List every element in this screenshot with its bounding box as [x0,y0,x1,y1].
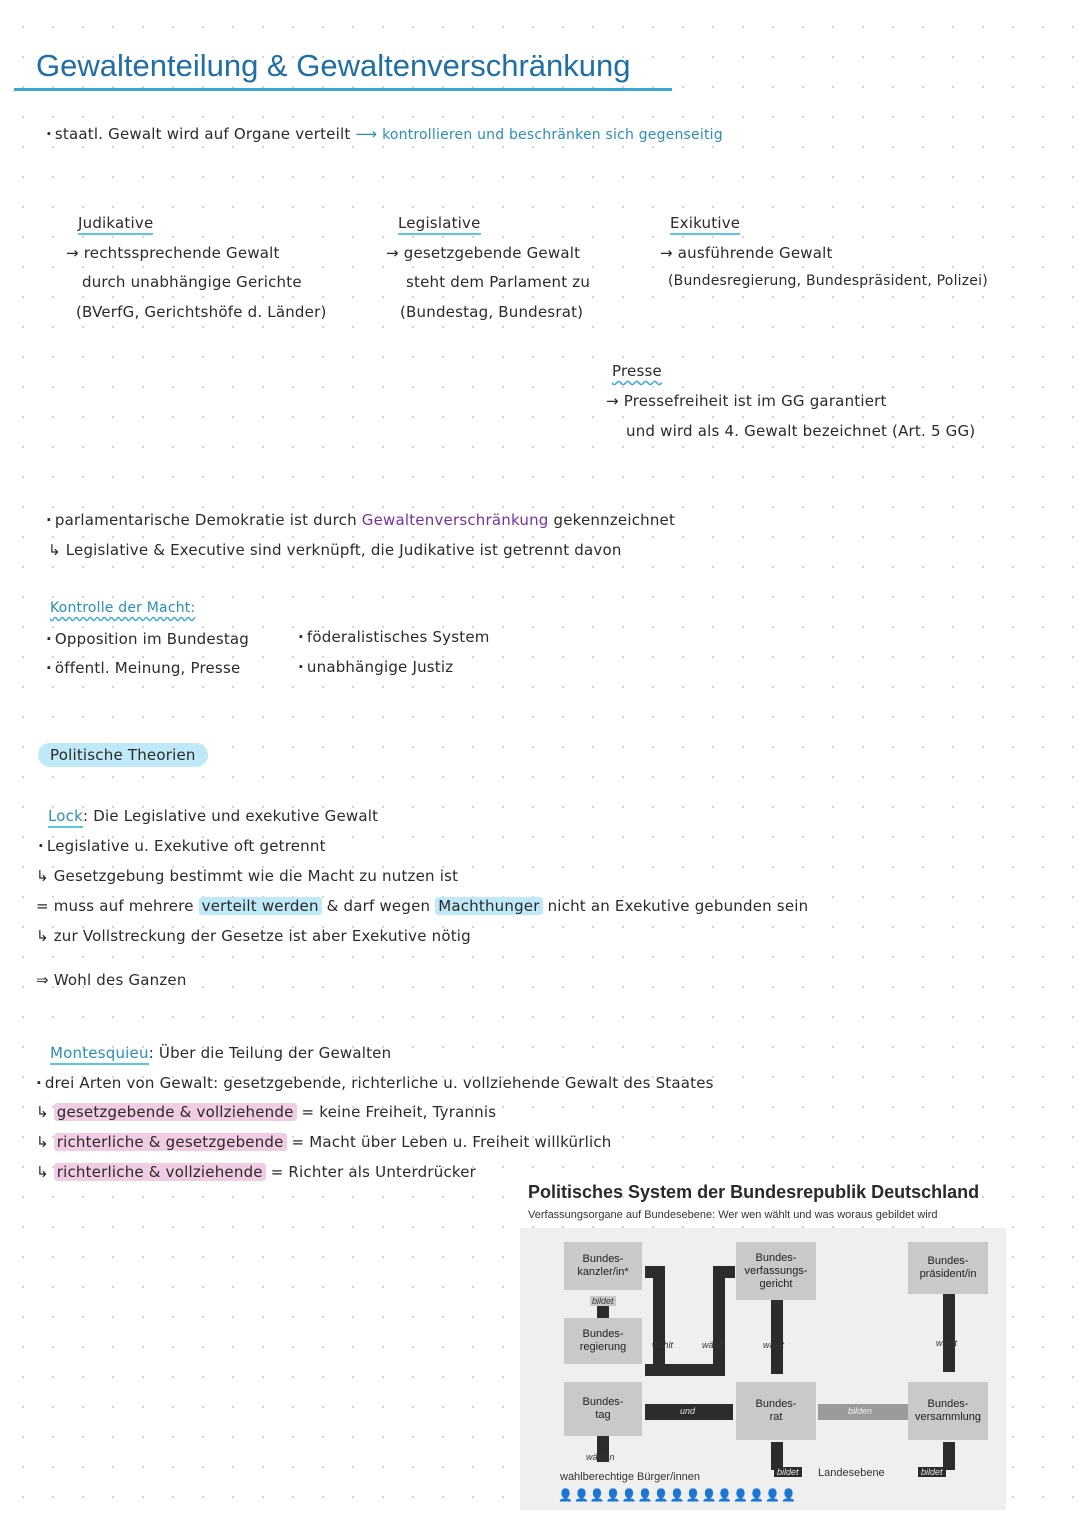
demokratie-line2: ↳ Legislative & Executive sind verknüpft, die Judikative ist getrennt davon [48,541,622,559]
legislative-line1: → gesetzgebende Gewalt [386,244,581,262]
gewaltenverschraenkung-term: Gewaltenverschränkung [361,511,549,529]
label-buerger: wahlberechtige Bürger/innen [560,1471,701,1483]
kontrolle-item: · öffentl. Meinung, Presse [46,659,241,677]
locke-conclusion: ⇒ Wohl des Ganzen [36,971,187,989]
locke-line4: ↳ zur Vollstreckung der Gesetze ist aber Exekutive nötig [36,927,471,945]
box-bundestag: Bundes- tag [564,1382,642,1436]
box-bundeskanzler: Bundes- kanzler/in* [564,1242,642,1290]
intro-text: staatl. Gewalt wird auf Organe verteilt [54,125,351,143]
arrow-praesident-up [943,1294,955,1372]
legislative-line2: steht dem Parlament zu [406,273,591,291]
label-waehlt: wählt [763,1340,785,1350]
label-waehlt: wählt [936,1338,958,1348]
montesquieu-line1: · drei Arten von Gewalt: gesetzgebende, richterliche u. vollziehende Gewalt des Staates [36,1074,714,1092]
locke-line1: · Legislative u. Exekutive oft getrennt [38,837,326,855]
legislative-line3: (Bundestag, Bundesrat) [400,303,584,321]
montesquieu-row: ↳ richterliche & vollziehende = Richter als Unterdrücker [36,1163,477,1181]
citizens-icon: 👤👤👤👤👤👤👤👤👤👤👤👤👤👤👤 [558,1488,798,1502]
label-waehlt: wählt [652,1340,674,1350]
label-waehlen: wählen [586,1452,615,1462]
kontrolle-item: · föderalistisches System [298,628,490,646]
kontrolle-item: · Opposition im Bundestag [46,630,250,648]
locke-line2: ↳ Gesetzgebung bestimmt wie die Macht zu nutzen ist [36,867,459,885]
political-system-diagram [518,1182,1008,1512]
box-bundesverfassungsgericht: Bundes- verfassungs- gericht [736,1242,816,1300]
theorien-label: Politische Theorien [38,746,208,764]
exekutive-line1: → ausführende Gewalt [660,244,833,262]
exekutive-heading: Exikutive [670,214,740,232]
label-bildet: bildet [774,1467,802,1477]
label-und: und [680,1406,696,1416]
judikative-line3: (BVerfG, Gerichtshöfe d. Länder) [76,303,327,321]
intro-note: kontrollieren und beschränken sich gegenseitig [382,127,723,143]
page-title: Gewaltenteilung & Gewaltenverschränkung [36,48,631,83]
presse-line1: → Pressefreiheit ist im GG garantiert [606,392,887,410]
label-landesebene: Landesebene [818,1467,885,1479]
box-bundespraesident: Bundes- präsident/in [908,1242,988,1294]
bar-right-vertical [713,1266,725,1376]
judikative-line1: → rechtssprechende Gewalt [66,244,280,262]
arrow-landes-right-up [943,1442,955,1470]
montesquieu-row: ↳ gesetzgebende & vollziehende = keine Freiheit, Tyrannis [36,1103,497,1121]
judikative-line2: durch unabhängige Gerichte [82,273,302,291]
demokratie-line1: · parlamentarische Demokratie ist durch Gewaltenverschränkung gekennzeichnet [46,511,676,529]
kontrolle-heading: Kontrolle der Macht: [50,600,196,616]
label-bilden: bilden [848,1406,873,1416]
presse-heading: Presse [612,362,662,380]
arrow-bundesrat-up [771,1300,783,1374]
kontrolle-item: · unabhängige Justiz [298,658,454,676]
exekutive-line2: (Bundesregierung, Bundespräsident, Polizei) [668,273,988,289]
montesquieu-name: Montesquieu [50,1044,149,1065]
intro-arrow: ⟶ [355,125,378,143]
label-bildet: bildet [918,1467,946,1477]
locke-name: Lock [48,807,83,828]
judikative-heading: Judikative [78,214,153,232]
intro-line: · staatl. Gewalt wird auf Organe verteilt ⟶ kontrollieren und beschränken sich gegenseitig [46,125,723,143]
label-waehlt: wählt [702,1340,724,1350]
montesquieu-heading: Montesquieu: Über die Teilung der Gewalten [50,1044,391,1062]
montesquieu-row: ↳ richterliche & gesetzgebende = Macht über Leben u. Freiheit willkürlich [36,1133,612,1151]
box-bundesregierung: Bundes- regierung [564,1318,642,1364]
legislative-heading: Legislative [398,214,481,232]
arrow-verfassungsgericht [713,1266,735,1278]
diagram-subtitle: Verfassungsorgane auf Bundesebene: Wer wen wählt und was woraus gebildet wird [528,1209,938,1221]
arrow-landes-left-up [771,1442,783,1470]
diagram-title: Politisches System der Bundesrepublik Deutschland [528,1182,980,1202]
label-bildet: bildet [592,1296,614,1306]
box-bundesrat: Bundes- rat [736,1382,816,1440]
presse-line2: und wird als 4. Gewalt bezeichnet (Art. 5 GG) [626,422,976,440]
locke-line3: = muss auf mehrere verteilt werden & darf wegen Machthunger nicht an Exekutive gebunden sein [36,897,809,915]
bar-left-vertical [653,1266,665,1376]
title-underline [14,88,672,91]
box-bundesversammlung: Bundes- versammlung [908,1382,988,1440]
locke-heading: Lock: Die Legislative und exekutive Gewalt [48,807,378,825]
